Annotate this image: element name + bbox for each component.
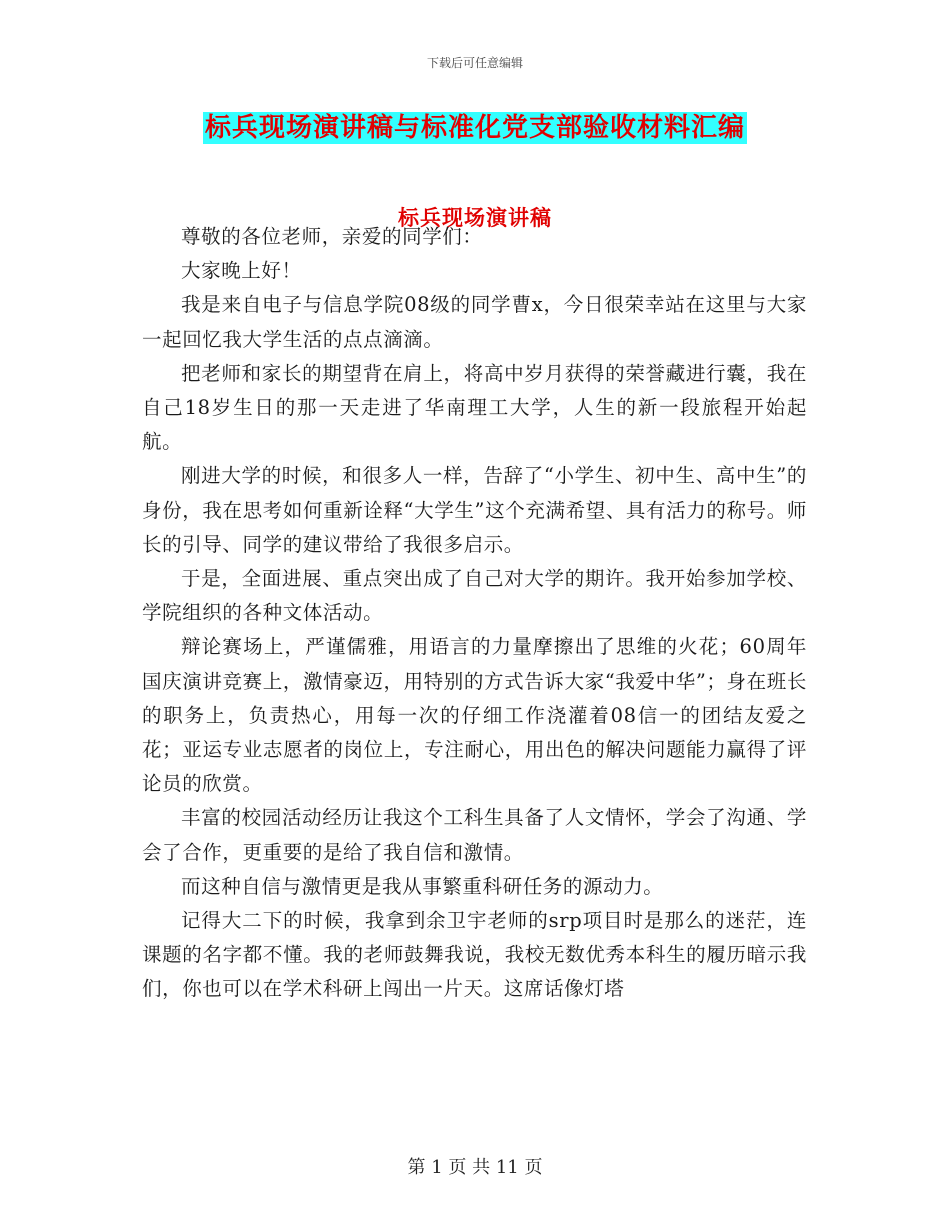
header-note: 下载后可任意编辑	[426, 56, 523, 70]
paragraph: 我是来自电子与信息学院08级的同学曹x，今日很荣幸站在这里与大家一起回忆我大学生活的点点滴滴。	[142, 293, 807, 351]
paragraph: 记得大二下的时候，我拿到余卫宇老师的srp项目时是那么的迷茫，连课题的名字都不懂。我的老师鼓舞我说，我校无数优秀本科生的履历暗示我们，你也可以在学术科研上闯出一片天。这席话像灯塔	[142, 909, 807, 1001]
page-footer: 第 1 页 共 11 页	[407, 1157, 543, 1178]
document-title-text: 标兵现场演讲稿与标准化党支部验收材料汇编	[204, 113, 745, 143]
paragraph: 辩论赛场上，严谨儒雅，用语言的力量摩擦出了思维的火花；60周年国庆演讲竞赛上，激情豪迈，用特别的方式告诉大家“我爱中华”；身在班长的职务上，负责热心，用每一次的仔细工作浇灌着08信一的团结友爱之花；亚运专业志愿者的岗位上，专注耐心，用出色的解决问题能力赢得了评论员的欣赏。	[142, 635, 807, 796]
section-title: 标兵现场演讲稿	[398, 205, 552, 230]
paragraph: 丰富的校园活动经历让我这个工科生具备了人文情怀，学会了沟通、学会了合作，更重要的是给了我自信和激情。	[142, 806, 807, 864]
paragraph: 把老师和家长的期望背在肩上，将高中岁月获得的荣誉藏进行囊，我在自己18岁生日的那一天走进了华南理工大学，人生的新一段旅程开始起航。	[142, 361, 807, 454]
paragraph: 而这种自信与激情更是我从事繁重科研任务的源动力。	[181, 874, 664, 898]
paragraph: 于是，全面进展、重点突出成了自己对大学的期许。我开始参加学校、学院组织的各种文体活动。	[142, 567, 807, 625]
paragraph: 大家晚上好！	[181, 259, 302, 283]
paragraph: 刚进大学的时候，和很多人一样，告辞了“小学生、初中生、高中生”的身份，我在思考如何重新诠释“大学生”这个充满希望、具有活力的称号。师长的引导、同学的建议带给了我很多启示。	[142, 464, 807, 556]
paragraph: 尊敬的各位老师，亲爱的同学们：	[181, 225, 483, 248]
document-title	[0, 112, 950, 144]
body-text	[142, 220, 807, 1007]
